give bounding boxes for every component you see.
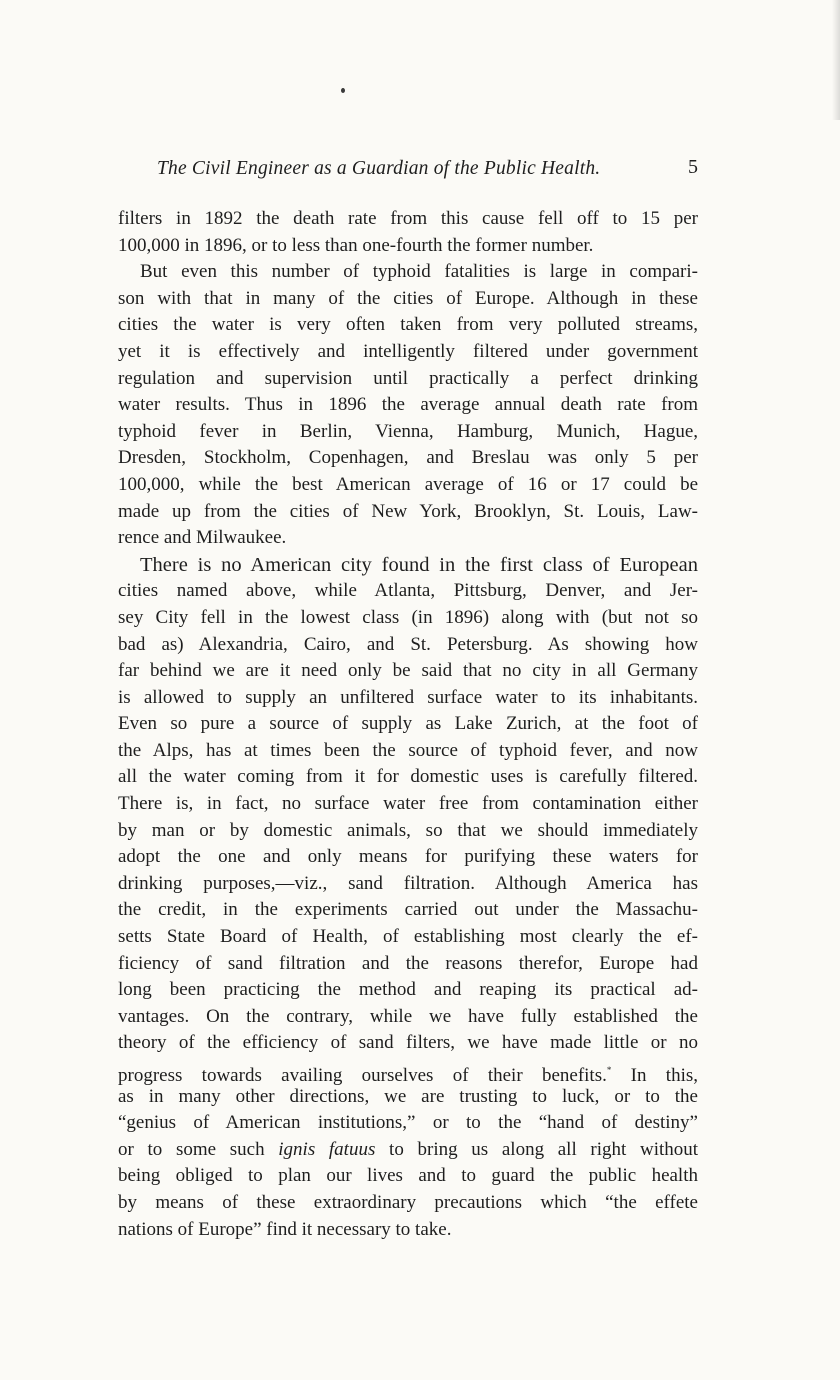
text-line: adopt the one and only means for purifying these waters for [118, 846, 698, 868]
italic-phrase: ignis fatuus [278, 1138, 376, 1160]
text-fragment: to bring us along all right without [389, 1138, 699, 1160]
running-title: The Civil Engineer as a Guardian of the Public Health. [157, 158, 601, 179]
text-line: by man or by domestic animals, so that we should immediately [118, 819, 698, 841]
text-fragment: or to some such [118, 1138, 265, 1160]
text-line: drinking purposes,—viz., sand filtration. Although America has [118, 872, 698, 894]
text-line: far behind we are it need only be said that no city in all Germany [118, 660, 698, 682]
text-line: being obliged to plan our lives and to guard the public health [118, 1165, 698, 1187]
text-line: But even this number of typhoid fatalities is large in compari- [140, 261, 698, 283]
text-line: the Alps, has at times been the source of typhoid fever, and now [118, 739, 698, 761]
text-line: theory of the efficiency of sand filters, we have made little or no [118, 1032, 698, 1054]
text-line: yet it is effectively and intelligently filtered under government [118, 340, 698, 362]
text-line: son with that in many of the cities of Europe. Although in these [118, 287, 698, 309]
text-line: sey City fell in the lowest class (in 1896) along with (but not so [118, 606, 698, 628]
text-line: 100,000 in 1896, or to less than one-fourth the former number. [118, 234, 594, 256]
text-line: filters in 1892 the death rate from this cause fell off to 15 per [118, 208, 698, 229]
text-line: typhoid fever in Berlin, Vienna, Hamburg, Munich, Hague, [118, 420, 698, 442]
text-line: cities named above, while Atlanta, Pittsburg, Denver, and Jer- [118, 580, 698, 602]
text-line: long been practicing the method and reaping its practical ad- [118, 979, 698, 1001]
text-fragment: progress towards availing ourselves of their benefits. [118, 1065, 607, 1086]
footnote-marker: * [606, 1065, 612, 1075]
page-number: 5 [688, 156, 698, 178]
page-header [157, 158, 702, 186]
text-line: “genius of American institutions,” or to the “hand of destiny” [118, 1112, 698, 1134]
text-line: vantages. On the contrary, while we have fully established the [118, 1005, 698, 1027]
text-line: nations of Europe” find it necessary to take. [118, 1218, 452, 1240]
text-line: There is, in fact, no surface water free from contamination either [118, 793, 698, 815]
text-line: 100,000, while the best American average of 16 or 17 could be [118, 473, 698, 495]
text-line: setts State Board of Health, of establishing most clearly the ef- [118, 926, 698, 948]
text-line: water results. Thus in 1896 the average annual death rate from [118, 394, 698, 416]
scan-edge-shadow [832, 0, 840, 120]
body-text [118, 206, 698, 1243]
text-line: Dresden, Stockholm, Copenhagen, and Breslau was only 5 per [118, 447, 698, 469]
text-line: ficiency of sand filtration and the reasons therefor, Europe had [118, 952, 698, 974]
text-line: rence and Milwaukee. [118, 527, 287, 549]
text-line: regulation and supervision until practically a perfect drinking [118, 367, 698, 389]
text-line: the credit, in the experiments carried out under the Massachu- [118, 899, 698, 921]
text-fragment: In this, [630, 1065, 699, 1086]
text-line: as in many other directions, we are trusting to luck, or to the [118, 1085, 698, 1107]
text-line: Even so pure a source of supply as Lake Zurich, at the foot of [118, 713, 698, 735]
text-line: is allowed to supply an unfiltered surface water to its inhabitants. [118, 686, 698, 708]
scan-speck [341, 88, 345, 93]
text-line-with-footnote [118, 1057, 698, 1084]
text-line-with-italic [118, 1137, 698, 1164]
text-line: bad as) Alexandria, Cairo, and St. Petersburg. As showing how [118, 633, 698, 655]
text-line: made up from the cities of New York, Brooklyn, St. Louis, Law- [118, 500, 698, 522]
text-line: cities the water is very often taken from very polluted streams, [118, 314, 698, 336]
text-line: There is no American city found in the first class of European [140, 553, 698, 576]
text-line: by means of these extraordinary precautions which “the effete [118, 1191, 698, 1213]
text-line: all the water coming from it for domestic uses is carefully filtered. [118, 766, 698, 788]
